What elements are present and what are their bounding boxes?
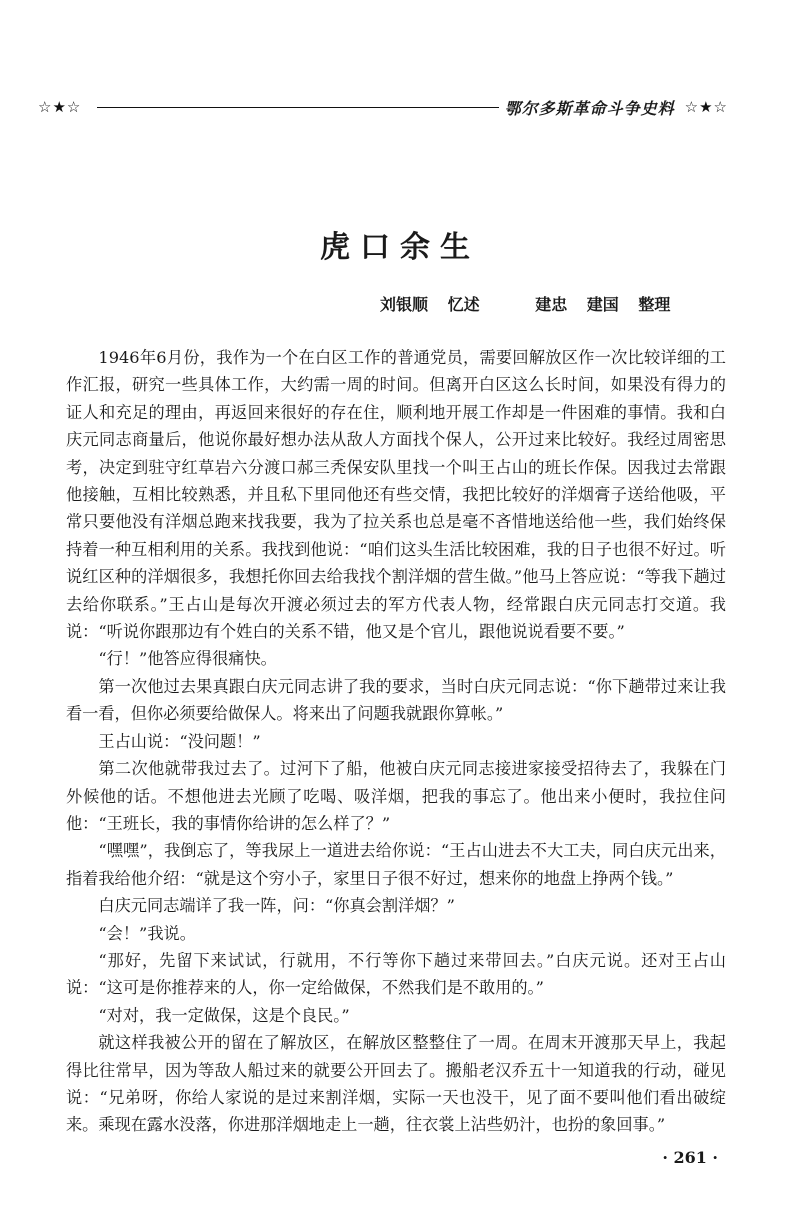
editor-role: 整理 xyxy=(638,295,671,314)
paragraph: 白庆元同志端详了我一阵，问：“你真会割洋烟？” xyxy=(98,896,455,916)
paragraph: 就这样我被公开的留在了解放区，在解放区整整住了一周。在周末开渡那天早上，我起得比往常早，因为等敌人船过来的就要公开回去了。搬船老汉乔五十一知道我的行动，碰见说：“兄弟呀，你给人家说的是过来割洋烟，实际一天也没干，见了面不要叫他们看出破绽来。乘现在露水没落，你进那洋烟地走上一趟，往衣裳上沾些奶汁，也扮的象回事。” xyxy=(66,1033,726,1135)
paragraph: “那好，先留下来试试，行就用，不行等你下趟过来带回去。”白庆元说。还对王占山说：“这可是你推荐来的人，你一定给做保，不然我们是不敢用的。” xyxy=(66,950,726,998)
paragraph: 王占山说：“没问题！” xyxy=(98,731,261,751)
article-body xyxy=(66,344,726,1139)
paragraph: “嘿嘿”，我倒忘了，等我尿上一道进去给你说：“王占山进去不大工夫，同白庆元出来，指着我给他介绍：“就是这个穷小子，家里日子很不好过，想来你的地盘上挣两个钱。” xyxy=(66,841,726,888)
stars-right-ornament: ☆★☆ xyxy=(684,98,728,116)
paragraph: “对对，我一定做保，这是个良民。” xyxy=(98,1005,350,1025)
stars-left-ornament: ☆★☆ xyxy=(38,98,82,116)
paragraph: “会！”我说。 xyxy=(98,923,196,943)
paragraph: 1946年6月份，我作为一个在白区工作的普通党员，需要回解放区作一次比较详细的工作汇报，研究一些具体工作，大约需一周的时间。但离开白区这么长时间，如果没有得力的证人和充足的理由，再返回来很好的存在住，顺利地开展工作却是一件困难的事情。我和白庆元同志商量后，他说你最好想办法从敌人方面找个保人，公开过来比较好。我经过周密思考，决定到驻守红草岩六分渡口郝三秃保安队里找一个叫王占山的班长作保。因我过去常跟他接触，互相比较熟悉，并且私下里同他还有些交情，我把比较好的洋烟膏子送给他吸，平常只要他没有洋烟总跑来找我要，我为了拉关系也总是毫不吝惜地送给他一些，我们始终保持着一种互相利用的关系。我找到他说：“咱们这头生活比较困难，我的日子也很不好过。听说红区种的洋烟很多，我想托你回去给我找个割洋烟的营生做。”他马上答应说：“等我下趟过去给你联系。”王占山是每次开渡必须过去的军方代表人物，经常跟白庆元同志打交道。我说：“听说你跟那边有个姓白的关系不错，他又是个官儿，跟他说说看要不要。” xyxy=(66,348,726,642)
series-title: 鄂尔多斯革命斗争史料 xyxy=(504,98,675,118)
editor-name-1: 建忠 xyxy=(535,295,568,314)
narrator-name: 刘银顺 xyxy=(380,295,429,314)
running-header xyxy=(38,95,728,119)
paragraph: 第一次他过去果真跟白庆元同志讲了我的要求，当时白庆元同志说：“你下趟带过来让我看一看，但你必须要给做保人。将来出了问题我就跟你算帐。” xyxy=(66,676,726,724)
article-title: 虎口余生 xyxy=(320,230,480,265)
byline xyxy=(380,292,684,315)
narrator-role: 忆述 xyxy=(447,295,480,314)
paragraph: “行！”他答应得很痛快。 xyxy=(98,649,277,669)
header-rule xyxy=(97,107,498,108)
page-number: · 261 · xyxy=(662,1148,718,1167)
paragraph: 第二次他就带我过去了。过河下了船，他被白庆元同志接进家接受招待去了，我躲在门外候他的话。不想他进去光顾了吃喝、吸洋烟，把我的事忘了。他出来小便时，我拉住问他：“王班长，我的事情你给讲的怎么样了？” xyxy=(66,759,726,833)
editor-name-2: 建国 xyxy=(586,295,619,314)
